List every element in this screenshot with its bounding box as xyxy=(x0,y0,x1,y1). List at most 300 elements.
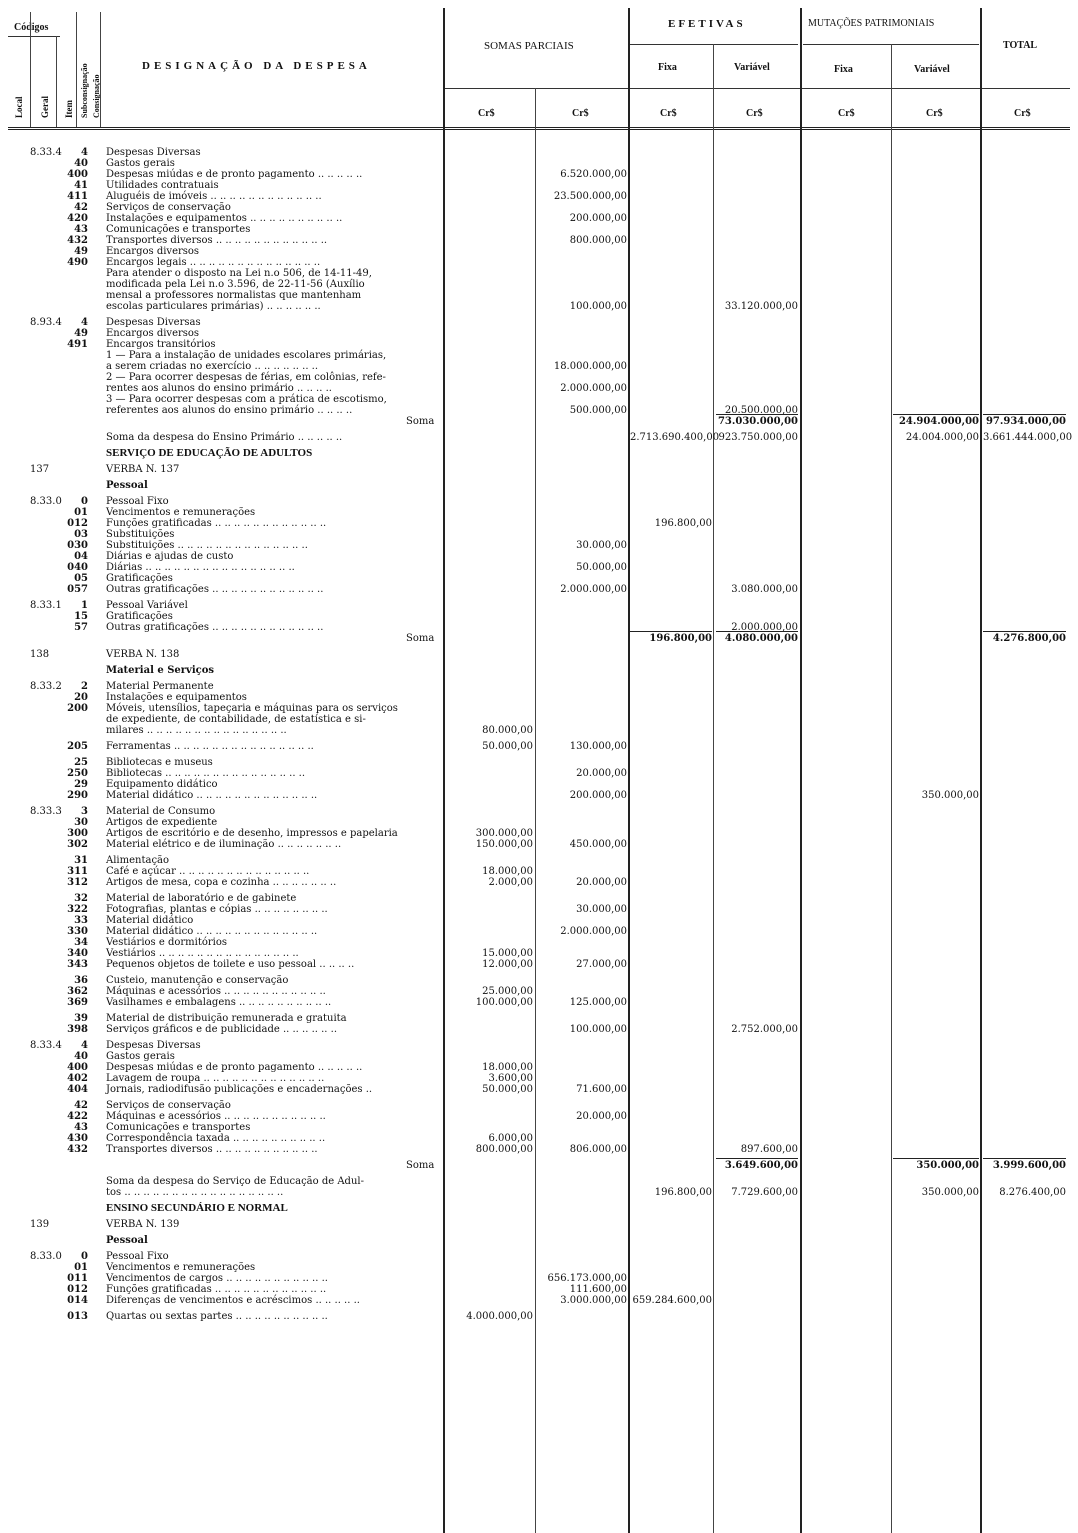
table-row xyxy=(0,507,1078,518)
table-row xyxy=(0,279,1078,290)
table-row xyxy=(0,1262,1078,1273)
table-row xyxy=(0,372,1078,383)
amount-sp2: 100.000,00 xyxy=(569,1024,627,1035)
table-row xyxy=(0,1251,1078,1262)
amount-var: 20.500.000,00 xyxy=(724,405,798,416)
table-row xyxy=(0,600,1078,611)
expense-description: Lavagem de roupa .. .. .. .. .. .. .. .. .. .. .. .. .. xyxy=(106,1073,325,1084)
sum-rule xyxy=(983,631,1066,632)
amount-sp2: 30.000,00 xyxy=(576,540,627,551)
header-item: Item xyxy=(64,100,74,118)
table-row xyxy=(0,839,1078,850)
expense-description: Substituições xyxy=(106,529,175,540)
amount-sp1: 12.000,00 xyxy=(482,959,533,970)
expense-description: Pessoal Fixo xyxy=(106,496,169,507)
table-row xyxy=(0,703,1078,714)
amount-sp2: 656.173.000,00 xyxy=(547,1273,627,1284)
amount-var: 2.000.000,00 xyxy=(731,622,798,633)
code-loc: 8.33.3 xyxy=(30,806,62,817)
expense-description: referentes aos alunos do ensino primário .. .. .. .. xyxy=(106,405,353,416)
section-title: SERVIÇO DE EDUCAÇÃO DE ADULTOS xyxy=(106,447,313,459)
header-mutacoes: MUTAÇÕES PATRIMONIAIS xyxy=(808,18,935,29)
group-title: Material e Serviços xyxy=(106,665,215,676)
code-code: 400 xyxy=(67,169,88,180)
code-code: 1 xyxy=(81,600,88,611)
header-designacao: DESIGNAÇÃO DA DESPESA xyxy=(142,60,371,72)
code-code: 4 xyxy=(81,147,88,158)
code-loc: 8.33.2 xyxy=(30,681,62,692)
table-row xyxy=(0,741,1078,752)
amount-mvar: 24.904.000,00 xyxy=(898,416,979,427)
code-code: 040 xyxy=(67,562,88,573)
amount-fixa: 196.800,00 xyxy=(654,1187,712,1198)
amount-tot: 97.934.000,00 xyxy=(985,416,1066,427)
table-row xyxy=(0,1219,1078,1230)
code-loc: 8.33.4 xyxy=(30,1040,62,1051)
code-code: 05 xyxy=(74,573,88,584)
sum-rule xyxy=(893,414,979,415)
expense-description: milares .. .. .. .. .. .. .. .. .. .. .. .. .. .. .. xyxy=(106,725,287,736)
code-code: 398 xyxy=(67,1024,88,1035)
amount-sp1: 6.000,00 xyxy=(488,1133,533,1144)
expense-description: Comunicações e transportes xyxy=(106,224,251,235)
amount-var: 3.080.000,00 xyxy=(731,584,798,595)
col-line-d xyxy=(100,12,101,127)
expense-description: Equipamento didático xyxy=(106,779,218,790)
amount-fixa: 196.800,00 xyxy=(649,633,712,644)
table-row xyxy=(0,416,1078,427)
code-code: 311 xyxy=(67,866,88,877)
amount-sp2: 130.000,00 xyxy=(569,741,627,752)
table-row xyxy=(0,937,1078,948)
code-code: 330 xyxy=(67,926,88,937)
code-code: 369 xyxy=(67,997,88,1008)
table-row xyxy=(0,1111,1078,1122)
code-code: 42 xyxy=(74,202,88,213)
expense-description: Serviços de conservação xyxy=(106,202,231,213)
sum-rule xyxy=(716,631,798,632)
code-code: 36 xyxy=(74,975,88,986)
expense-description: Funções gratificadas .. .. .. .. .. .. .. .. .. .. .. .. xyxy=(106,1284,327,1295)
header-consignacao: Consignação xyxy=(92,74,101,118)
expense-description: Material didático .. .. .. .. .. .. .. .. .. .. .. .. .. xyxy=(106,790,318,801)
expense-description: VERBA N. 137 xyxy=(106,464,180,475)
amount-sp1: 100.000,00 xyxy=(475,997,533,1008)
table-row xyxy=(0,202,1078,213)
header-currency-7: Cr$ xyxy=(1014,108,1031,119)
table-row xyxy=(0,1284,1078,1295)
expense-description: Encargos legais .. .. .. .. .. .. .. .. .. .. .. .. .. .. xyxy=(106,257,321,268)
amount-sp1: 150.000,00 xyxy=(475,839,533,850)
amount-var: 73.030.000,00 xyxy=(717,416,798,427)
header-fixa-mutacoes: Fixa xyxy=(834,64,853,75)
amount-sp1: 18.000,00 xyxy=(482,866,533,877)
expense-description: Substituições .. .. .. .. .. .. .. .. .. .. .. .. .. .. xyxy=(106,540,308,551)
code-code: 0 xyxy=(81,496,88,507)
table-row xyxy=(0,1100,1078,1111)
expense-description: Serviços de conservação xyxy=(106,1100,231,1111)
expense-description: mensal a professores normalistas que mantenham xyxy=(106,290,362,301)
expense-description: Café e açúcar .. .. .. .. .. .. .. .. .. .. .. .. .. .. xyxy=(106,866,310,877)
code-code: 4 xyxy=(81,1040,88,1051)
code-loc: 8.33.4 xyxy=(30,147,62,158)
code-code: 01 xyxy=(74,1262,88,1273)
table-row xyxy=(0,1013,1078,1024)
code-code: 057 xyxy=(67,584,88,595)
expense-description: Gastos gerais xyxy=(106,1051,175,1062)
table-row xyxy=(0,317,1078,328)
table-row xyxy=(0,828,1078,839)
amount-var: 923.750.000,00 xyxy=(718,432,798,443)
code-code: 41 xyxy=(74,180,88,191)
expense-description: Material de laboratório e de gabinete xyxy=(106,893,297,904)
expense-description: Máquinas e acessórios .. .. .. .. .. .. .. .. .. .. .. xyxy=(106,1111,326,1122)
expense-description: Móveis, utensílios, tapeçaria e máquinas para os serviços xyxy=(106,703,398,714)
expense-description: Encargos transitórios xyxy=(106,339,216,350)
table-row xyxy=(0,529,1078,540)
header-subconsignacao: Subconsignação xyxy=(80,63,89,118)
table-row xyxy=(0,496,1078,507)
expense-description: Artigos de expediente xyxy=(106,817,218,828)
amount-sp2: 2.000.000,00 xyxy=(560,383,627,394)
code-code: 013 xyxy=(67,1311,88,1322)
table-row xyxy=(0,328,1078,339)
code-code: 04 xyxy=(74,551,88,562)
expense-description: Transportes diversos .. .. .. .. .. .. .. .. .. .. .. .. xyxy=(106,235,328,246)
table-row xyxy=(0,692,1078,703)
amount-tot: 3.999.600,00 xyxy=(992,1160,1066,1171)
code-loc: 8.33.0 xyxy=(30,1251,62,1262)
rule-header-bottom xyxy=(8,127,1070,130)
code-code: 3 xyxy=(81,806,88,817)
table-row xyxy=(0,714,1078,725)
table-row xyxy=(0,562,1078,573)
amount-sp2: 23.500.000,00 xyxy=(553,191,627,202)
table-row xyxy=(0,301,1078,312)
code-code: 322 xyxy=(67,904,88,915)
table-row xyxy=(0,235,1078,246)
code-code: 01 xyxy=(74,507,88,518)
code-code: 343 xyxy=(67,959,88,970)
expense-description: Pessoal Fixo xyxy=(106,1251,169,1262)
header-currency-1: Cr$ xyxy=(478,108,495,119)
header-variavel: Variável xyxy=(734,62,770,73)
code-code: 03 xyxy=(74,529,88,540)
expense-description: Diárias e ajudas de custo xyxy=(106,551,234,562)
expense-description: Bibliotecas e museus xyxy=(106,757,213,768)
table-row xyxy=(0,622,1078,633)
table-row xyxy=(0,1051,1078,1062)
code-code: 012 xyxy=(67,518,88,529)
code-loc: 8.33.1 xyxy=(30,600,62,611)
group-title: Pessoal xyxy=(106,480,148,491)
code-code: 014 xyxy=(67,1295,88,1306)
amount-sp2: 71.600,00 xyxy=(576,1084,627,1095)
amount-sp1: 3.600,00 xyxy=(488,1073,533,1084)
expense-description: Despesas miúdas e de pronto pagamento .. .. .. .. .. xyxy=(106,169,363,180)
table-row xyxy=(0,573,1078,584)
header-currency-6: Cr$ xyxy=(926,108,943,119)
table-row xyxy=(0,877,1078,888)
header-fixa: Fixa xyxy=(658,62,677,73)
expense-description: Instalações e equipamentos xyxy=(106,692,247,703)
table-row xyxy=(0,1133,1078,1144)
code-code: 33 xyxy=(74,915,88,926)
sum-rule xyxy=(630,631,712,632)
expense-description: Outras gratificações .. .. .. .. .. .. .. .. .. .. .. .. xyxy=(106,622,324,633)
expense-description: Comunicações e transportes xyxy=(106,1122,251,1133)
expense-description: Diárias .. .. .. .. .. .. .. .. .. .. .. .. .. .. .. .. xyxy=(106,562,295,573)
header-currency-2: Cr$ xyxy=(572,108,589,119)
expense-description: Artigos de escritório e de desenho, impressos e papelaria xyxy=(106,828,398,839)
amount-var: 897.600,00 xyxy=(740,1144,798,1155)
code-code: 250 xyxy=(67,768,88,779)
table-row xyxy=(0,1122,1078,1133)
code-code: 40 xyxy=(74,1051,88,1062)
table-row xyxy=(0,350,1078,361)
expense-description: a serem criadas no exercício .. .. .. .. .. .. .. xyxy=(106,361,319,372)
expense-description: Instalações e equipamentos .. .. .. .. .. .. .. .. .. .. xyxy=(106,213,343,224)
header-somas-parciais: SOMAS PARCIAIS xyxy=(484,40,574,52)
table-row xyxy=(0,855,1078,866)
table-row xyxy=(0,432,1078,443)
header-geral: Geral xyxy=(40,96,50,118)
amount-mvar: 350.000,00 xyxy=(916,1160,979,1171)
table-row xyxy=(0,448,1078,459)
expense-description: Funções gratificadas .. .. .. .. .. .. .. .. .. .. .. .. xyxy=(106,518,327,529)
expense-description: Jornais, radiodifusão publicações e encadernações .. xyxy=(106,1084,373,1095)
expense-description: Material Permanente xyxy=(106,681,214,692)
expense-description: Outras gratificações .. .. .. .. .. .. .. .. .. .. .. .. xyxy=(106,584,324,595)
sum-rule xyxy=(983,414,1066,415)
amount-sp1: 800.000,00 xyxy=(475,1144,533,1155)
code-code: 404 xyxy=(67,1084,88,1095)
code-code: 20 xyxy=(74,692,88,703)
code-loc: 139 xyxy=(30,1219,50,1230)
amount-sp2: 806.000,00 xyxy=(569,1144,627,1155)
amount-sp2: 3.000.000,00 xyxy=(560,1295,627,1306)
expense-description: rentes aos alunos do ensino primário .. .. .. .. xyxy=(106,383,332,394)
code-code: 4 xyxy=(81,317,88,328)
table-row xyxy=(0,806,1078,817)
expense-description: Material elétrico e de iluminação .. .. .. .. .. .. .. xyxy=(106,839,342,850)
amount-sp1: 4.000.000,00 xyxy=(466,1311,533,1322)
table-row xyxy=(0,681,1078,692)
header-efetivas: EFETIVAS xyxy=(668,18,746,30)
table-row xyxy=(0,959,1078,970)
amount-mvar: 350.000,00 xyxy=(921,1187,979,1198)
table-row xyxy=(0,518,1078,529)
table-row xyxy=(0,169,1078,180)
table-row xyxy=(0,997,1078,1008)
table-row xyxy=(0,224,1078,235)
expense-description: Para atender o disposto na Lei n.o 506, de 14-11-49, xyxy=(106,268,372,279)
expense-description: modificada pela Lei n.o 3.596, de 22-11-56 (Auxílio xyxy=(106,279,365,290)
table-row xyxy=(0,1273,1078,1284)
col-line-c xyxy=(76,12,77,127)
code-code: 432 xyxy=(67,235,88,246)
code-code: 402 xyxy=(67,1073,88,1084)
code-code: 49 xyxy=(74,246,88,257)
expense-description: Quartas ou sextas partes .. .. .. .. .. .. .. .. .. .. xyxy=(106,1311,328,1322)
expense-description: Gastos gerais xyxy=(106,158,175,169)
table-row xyxy=(0,633,1078,644)
amount-sp2: 200.000,00 xyxy=(569,213,627,224)
expense-description: Vencimentos e remunerações xyxy=(106,507,256,518)
table-row xyxy=(0,584,1078,595)
code-code: 400 xyxy=(67,1062,88,1073)
code-code: 43 xyxy=(74,1122,88,1133)
expense-description: escolas particulares primárias) .. .. .. .. .. .. xyxy=(106,301,321,312)
amount-sp2: 450.000,00 xyxy=(569,839,627,850)
code-code: 420 xyxy=(67,213,88,224)
expense-description: tos .. .. .. .. .. .. .. .. .. .. .. .. .. .. .. .. .. xyxy=(106,1187,284,1198)
amount-sp1: 300.000,00 xyxy=(475,828,533,839)
expense-description: Material didático xyxy=(106,915,194,926)
amount-sp2: 2.000.000,00 xyxy=(560,584,627,595)
expense-description: Artigos de mesa, copa e cozinha .. .. .. .. .. .. .. xyxy=(106,877,337,888)
rule-codigos xyxy=(8,36,60,37)
table-row xyxy=(0,383,1078,394)
table-row xyxy=(0,665,1078,676)
expense-description: Encargos diversos xyxy=(106,328,200,339)
amount-sp2: 20.000,00 xyxy=(576,877,627,888)
amount-tot: 8.276.400,00 xyxy=(999,1187,1066,1198)
table-row xyxy=(0,1203,1078,1214)
table-row xyxy=(0,1144,1078,1155)
amount-tot: 4.276.800,00 xyxy=(992,633,1066,644)
table-row xyxy=(0,257,1078,268)
expense-description: Despesas Diversas xyxy=(106,1040,201,1051)
expense-description: Vestiários e dormitórios xyxy=(106,937,227,948)
amount-sp2: 125.000,00 xyxy=(569,997,627,1008)
table-row xyxy=(0,268,1078,279)
expense-description: Bibliotecas .. .. .. .. .. .. .. .. .. .. .. .. .. .. .. xyxy=(106,768,306,779)
expense-description: Pequenos objetos de toilete e uso pessoal .. .. .. .. xyxy=(106,959,355,970)
expense-description: 2 — Para ocorrer despesas de férias, em colônias, refe- xyxy=(106,372,386,383)
amount-var: 2.752.000,00 xyxy=(731,1024,798,1035)
code-code: 430 xyxy=(67,1133,88,1144)
table-row xyxy=(0,649,1078,660)
expense-description: Encargos diversos xyxy=(106,246,200,257)
table-row xyxy=(0,1073,1078,1084)
table-row xyxy=(0,394,1078,405)
table-row xyxy=(0,866,1078,877)
table-row xyxy=(0,158,1078,169)
table-row xyxy=(0,464,1078,475)
table-row xyxy=(0,339,1078,350)
expense-description: Material de distribuição remunerada e gratuita xyxy=(106,1013,347,1024)
code-code: 312 xyxy=(67,877,88,888)
amount-sp1: 80.000,00 xyxy=(482,725,533,736)
code-code: 0 xyxy=(81,1251,88,1262)
expense-description: Vencimentos e remunerações xyxy=(106,1262,256,1273)
amount-var: 3.649.600,00 xyxy=(724,1160,798,1171)
table-row xyxy=(0,290,1078,301)
table-row xyxy=(0,790,1078,801)
amount-sp2: 6.520.000,00 xyxy=(560,169,627,180)
code-code: 49 xyxy=(74,328,88,339)
code-code: 302 xyxy=(67,839,88,850)
table-row xyxy=(0,361,1078,372)
code-code: 012 xyxy=(67,1284,88,1295)
col-line-a xyxy=(30,12,31,127)
amount-sp2: 50.000,00 xyxy=(576,562,627,573)
sum-rule xyxy=(716,414,798,415)
table-row xyxy=(0,147,1078,158)
expense-description: Soma da despesa do Serviço de Educação de Adul- xyxy=(106,1176,364,1187)
sum-rule xyxy=(716,1158,798,1159)
code-code: 43 xyxy=(74,224,88,235)
table-row xyxy=(0,1062,1078,1073)
table-row xyxy=(0,926,1078,937)
expense-description: VERBA N. 138 xyxy=(106,649,180,660)
amount-sp2: 20.000,00 xyxy=(576,768,627,779)
code-code: 42 xyxy=(74,1100,88,1111)
expense-description: Gratificações xyxy=(106,573,173,584)
section-title: ENSINO SECUNDÁRIO E NORMAL xyxy=(106,1202,288,1214)
code-code: 25 xyxy=(74,757,88,768)
table-row xyxy=(0,611,1078,622)
expense-description: Vestiários .. .. .. .. .. .. .. .. .. .. .. .. .. .. .. xyxy=(106,948,299,959)
table-row xyxy=(0,725,1078,736)
table-row xyxy=(0,1295,1078,1306)
code-code: 011 xyxy=(67,1273,88,1284)
code-code: 200 xyxy=(67,703,88,714)
code-code: 432 xyxy=(67,1144,88,1155)
code-loc: 137 xyxy=(30,464,50,475)
soma-label: Soma xyxy=(406,633,435,644)
amount-sp1: 50.000,00 xyxy=(482,1084,533,1095)
header-currency-3: Cr$ xyxy=(660,108,677,119)
code-code: 290 xyxy=(67,790,88,801)
expense-description: Alimentação xyxy=(106,855,170,866)
code-loc: 8.33.0 xyxy=(30,496,62,507)
expense-description: Despesas miúdas e de pronto pagamento .. .. .. .. .. xyxy=(106,1062,363,1073)
code-code: 40 xyxy=(74,158,88,169)
code-code: 340 xyxy=(67,948,88,959)
expense-description: Diferenças de vencimentos e acréscimos .. .. .. .. .. xyxy=(106,1295,360,1306)
table-row xyxy=(0,817,1078,828)
expense-description: Gratificações xyxy=(106,611,173,622)
soma-label: Soma xyxy=(406,416,435,427)
expense-description: 1 — Para a instalação de unidades escolares primárias, xyxy=(106,350,387,361)
table-row xyxy=(0,975,1078,986)
expense-description: Ferramentas .. .. .. .. .. .. .. .. .. .. .. .. .. .. .. xyxy=(106,741,314,752)
soma-label: Soma xyxy=(406,1160,435,1171)
expense-description: Custeio, manutenção e conservação xyxy=(106,975,289,986)
table-row xyxy=(0,191,1078,202)
expense-description: Utilidades contratuais xyxy=(106,180,219,191)
code-code: 57 xyxy=(74,622,88,633)
expense-description: VERBA N. 139 xyxy=(106,1219,180,1230)
table-row xyxy=(0,986,1078,997)
sum-rule xyxy=(983,1158,1066,1159)
expense-description: Despesas Diversas xyxy=(106,147,201,158)
amount-sp2: 20.000,00 xyxy=(576,1111,627,1122)
amount-sp2: 111.600,00 xyxy=(569,1284,627,1295)
code-code: 39 xyxy=(74,1013,88,1024)
header-total: TOTAL xyxy=(1003,40,1038,51)
table-row xyxy=(0,1024,1078,1035)
table-row xyxy=(0,551,1078,562)
amount-sp2: 800.000,00 xyxy=(569,235,627,246)
expense-description: Máquinas e acessórios .. .. .. .. .. .. .. .. .. .. .. xyxy=(106,986,326,997)
amount-sp2: 30.000,00 xyxy=(576,904,627,915)
expense-description: Vasilhames e embalagens .. .. .. .. .. .. .. .. .. .. xyxy=(106,997,332,1008)
expense-description: Soma da despesa do Ensino Primário .. .. .. .. .. xyxy=(106,432,343,443)
code-code: 422 xyxy=(67,1111,88,1122)
